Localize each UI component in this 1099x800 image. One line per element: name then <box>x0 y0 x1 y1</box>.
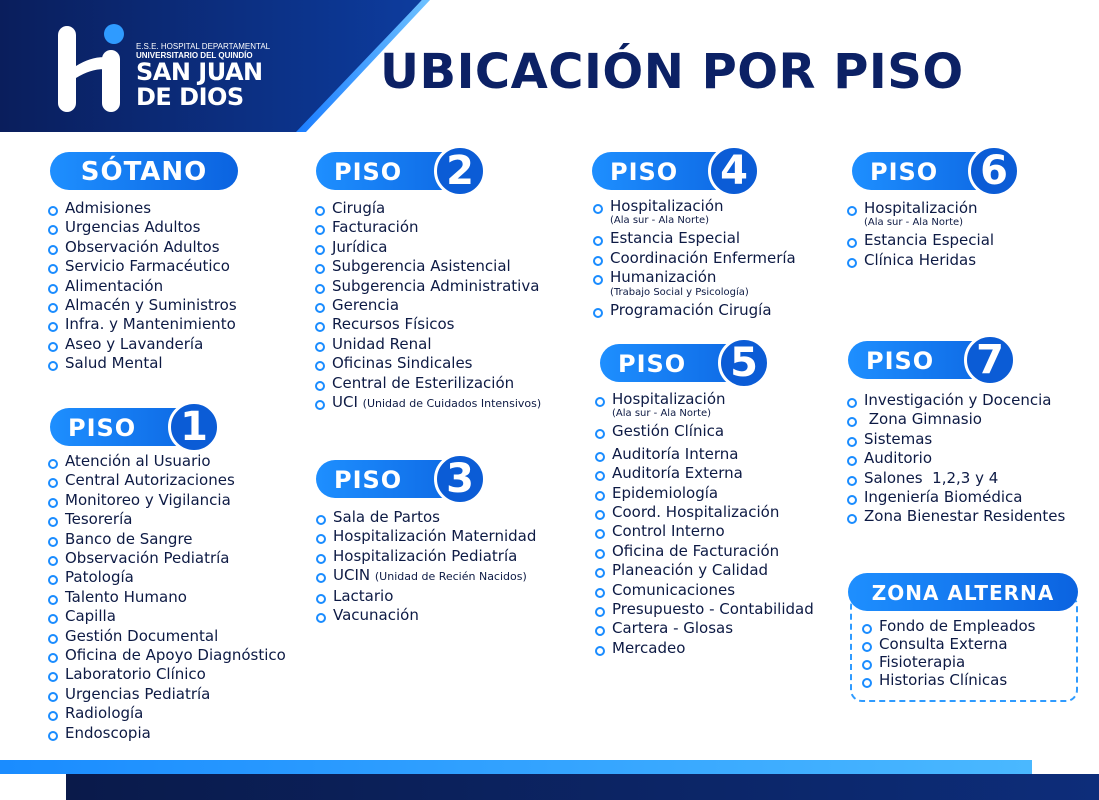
list-item: Aseo y Lavandería <box>48 335 237 354</box>
uci-label: UCI <box>332 393 358 412</box>
list-item: Vacunación <box>316 606 536 625</box>
page-title: UBICACIÓN POR PISO <box>380 44 964 100</box>
list-item: Patología <box>48 568 286 587</box>
list-item: Sala de Partos <box>316 508 536 527</box>
piso2-list <box>315 199 541 413</box>
list-item: Epidemiología <box>595 484 814 503</box>
list-item: Planeación y Calidad <box>595 561 814 580</box>
piso2-badge <box>316 148 482 194</box>
list-item: Zona Bienestar Residentes <box>847 507 1065 526</box>
piso6-label: PISO <box>870 158 939 186</box>
list-item-hosp <box>847 199 994 228</box>
logo-h-icon <box>58 22 130 114</box>
piso7-badge <box>848 337 1012 383</box>
piso3-label: PISO <box>334 466 403 494</box>
uci-note: (Unidad de Cuidados Intensivos) <box>362 397 542 411</box>
list-item: Jurídica <box>315 238 541 257</box>
piso5-label: PISO <box>618 350 687 378</box>
zona-alterna-title: ZONA ALTERNA <box>871 581 1055 605</box>
list-item: Zona Gimnasio <box>847 410 1065 429</box>
piso1-number: 1 <box>168 401 220 453</box>
logo-name-line2: DE DIOS <box>136 83 244 111</box>
list-item-humanizacion <box>593 268 796 297</box>
list-item: Recursos Físicos <box>315 315 541 334</box>
piso1-label: PISO <box>68 414 137 442</box>
list-item: Infra. y Mantenimiento <box>48 315 237 334</box>
list-item: Cirugía <box>315 199 541 218</box>
humanizacion-label: Humanización <box>610 268 717 287</box>
logo-name-line1: SAN JUAN <box>136 58 263 86</box>
piso2-label: PISO <box>334 158 403 186</box>
list-item: Capilla <box>48 607 286 626</box>
list-item: Auditoría Externa <box>595 464 814 483</box>
piso5-list <box>595 390 814 658</box>
list-item: Urgencias Pediatría <box>48 685 286 704</box>
list-item: Oficinas Sindicales <box>315 354 541 373</box>
piso7-list <box>847 391 1065 527</box>
list-item: Consulta Externa <box>862 635 1035 653</box>
hosp-label: Hospitalización <box>864 199 978 217</box>
list-item: Subgerencia Asistencial <box>315 257 541 276</box>
list-item-ucin <box>316 566 536 586</box>
list-item: Coord. Hospitalización <box>595 503 814 522</box>
list-item: Facturación <box>315 218 541 237</box>
piso7-label: PISO <box>866 347 935 375</box>
list-item: Servicio Farmacéutico <box>48 257 237 276</box>
hosp-note: (Ala sur - Ala Norte) <box>610 215 710 227</box>
piso1-badge <box>50 404 214 450</box>
logo-line2: UNIVERSITARIO DEL QUINDÍO <box>136 51 253 60</box>
piso3-list <box>316 508 536 625</box>
piso4-number: 4 <box>708 145 760 197</box>
footer-band <box>66 774 1099 800</box>
list-item: Atención al Usuario <box>48 452 286 471</box>
list-item: Hospitalización Pediatría <box>316 547 536 566</box>
list-item: Auditoría Interna <box>595 445 814 464</box>
list-item: Subgerencia Administrativa <box>315 277 541 296</box>
list-item: Control Interno <box>595 522 814 541</box>
list-item-uci <box>315 393 541 413</box>
list-item: Tesorería <box>48 510 286 529</box>
list-item: Banco de Sangre <box>48 530 286 549</box>
list-item: Programación Cirugía <box>593 301 796 320</box>
list-item: Central Autorizaciones <box>48 471 286 490</box>
humanizacion-note: (Trabajo Social y Psicología) <box>610 286 749 298</box>
zona-alterna-list <box>862 617 1035 689</box>
list-item: Estancia Especial <box>593 229 796 248</box>
list-item: Ingeniería Biomédica <box>847 488 1065 507</box>
logo-name <box>136 60 263 110</box>
list-item: Lactario <box>316 587 536 606</box>
list-item: Auditorio <box>847 449 1065 468</box>
list-item: Investigación y Docencia <box>847 391 1065 410</box>
list-item: Oficina de Facturación <box>595 542 814 561</box>
list-item: Fisioterapia <box>862 653 1035 671</box>
piso5-number: 5 <box>718 337 770 389</box>
list-item: Estancia Especial <box>847 231 994 250</box>
footer-accent-line <box>0 760 1032 774</box>
list-item: Laboratorio Clínico <box>48 665 286 684</box>
list-item: Salones 1,2,3 y 4 <box>847 469 1065 488</box>
hospital-logo <box>58 22 271 117</box>
list-item: Mercadeo <box>595 639 814 658</box>
zona-alterna-badge <box>848 573 1078 611</box>
list-item: Gestión Clínica <box>595 422 814 441</box>
list-item: Comunicaciones <box>595 581 814 600</box>
list-item: Endoscopia <box>48 724 286 743</box>
hosp-note: (Ala sur - Ala Norte) <box>864 217 964 229</box>
sotano-list <box>48 199 237 374</box>
ucin-note: (Unidad de Recién Nacidos) <box>374 570 527 584</box>
list-item-hosp <box>593 197 796 226</box>
hosp-label: Hospitalización <box>612 390 726 408</box>
list-item: Urgencias Adultos <box>48 218 237 237</box>
sotano-badge <box>50 152 238 190</box>
list-item: Gestión Documental <box>48 627 286 646</box>
list-item: Hospitalización Maternidad <box>316 527 536 546</box>
ucin-label: UCIN <box>333 566 371 585</box>
list-item: Admisiones <box>48 199 237 218</box>
sotano-title: SÓTANO <box>80 157 208 187</box>
list-item: Unidad Renal <box>315 335 541 354</box>
list-item: Historias Clínicas <box>862 671 1035 689</box>
list-item: Salud Mental <box>48 354 237 373</box>
piso2-number: 2 <box>434 145 486 197</box>
hosp-note: (Ala sur - Ala Norte) <box>612 408 712 420</box>
piso5-badge <box>600 340 766 386</box>
list-item: Almacén y Suministros <box>48 296 237 315</box>
piso6-list <box>847 199 994 270</box>
list-item: Talento Humano <box>48 588 286 607</box>
list-item: Alimentación <box>48 277 237 296</box>
piso1-list <box>48 452 286 743</box>
list-item: Oficina de Apoyo Diagnóstico <box>48 646 286 665</box>
list-item: Coordinación Enfermería <box>593 249 796 268</box>
piso4-badge <box>592 148 756 194</box>
list-item: Fondo de Empleados <box>862 617 1035 635</box>
list-item: Presupuesto - Contabilidad <box>595 600 814 619</box>
piso4-list <box>593 197 796 320</box>
piso3-number: 3 <box>434 453 486 505</box>
list-item: Radiología <box>48 704 286 723</box>
list-item: Central de Esterilización <box>315 374 541 393</box>
hosp-label: Hospitalización <box>610 197 724 215</box>
list-item: Monitoreo y Vigilancia <box>48 491 286 510</box>
list-item: Observación Adultos <box>48 238 237 257</box>
list-item: Clínica Heridas <box>847 251 994 270</box>
list-item-hosp <box>595 390 814 419</box>
list-item: Gerencia <box>315 296 541 315</box>
piso6-badge <box>852 148 1016 194</box>
piso7-number: 7 <box>964 334 1016 386</box>
list-item: Cartera - Glosas <box>595 619 814 638</box>
list-item: Observación Pediatría <box>48 549 286 568</box>
logo-line1: E.S.E. HOSPITAL DEPARTAMENTAL <box>136 42 271 51</box>
piso6-number: 6 <box>968 145 1020 197</box>
list-item: Sistemas <box>847 430 1065 449</box>
piso4-label: PISO <box>610 158 679 186</box>
piso3-badge <box>316 456 482 502</box>
